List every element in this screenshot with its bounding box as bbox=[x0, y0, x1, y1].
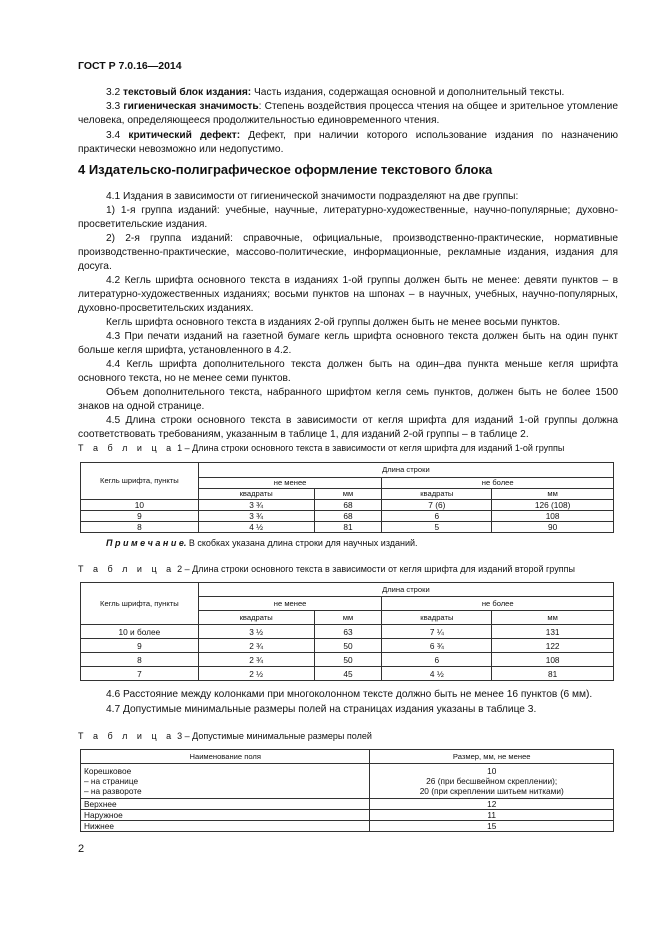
table-label: Т а б л и ц а bbox=[78, 443, 175, 453]
header-mm: мм bbox=[314, 489, 382, 500]
paragraph: 2) 2-я группа изданий: справочные, официальные, производственно-практические, нормативные производственно-практические, массово-политические, информационные, рекламные издания, издания для досуга. bbox=[78, 233, 618, 272]
table-cell: 2 ¾ bbox=[198, 639, 314, 653]
definition-number: 3.3 bbox=[106, 101, 121, 112]
definition-number: 3.2 bbox=[106, 87, 121, 98]
header-min: не менее bbox=[198, 597, 382, 611]
table-cell: 5 bbox=[382, 522, 492, 533]
table-cell: 7 bbox=[81, 667, 199, 681]
table-cell: 12 bbox=[370, 799, 614, 810]
table-cell: Наружное bbox=[81, 810, 370, 821]
table-row bbox=[81, 500, 614, 511]
table-cell: Верхнее bbox=[81, 799, 370, 810]
table-cell: 8 bbox=[81, 522, 199, 533]
header-squares: квадраты bbox=[382, 611, 492, 625]
table-cell: 90 bbox=[492, 522, 614, 533]
table-3 bbox=[80, 749, 614, 832]
standard-code: ГОСТ Р 7.0.16—2014 bbox=[78, 60, 182, 72]
field-value: 10 bbox=[487, 766, 497, 776]
header-kegl: Кегль шрифта, пункты bbox=[81, 463, 199, 500]
table-1 bbox=[80, 462, 614, 533]
table-cell: 50 bbox=[314, 639, 382, 653]
table-cell: 68 bbox=[314, 511, 382, 522]
table-cell bbox=[370, 764, 614, 799]
page-number: 2 bbox=[78, 843, 85, 855]
header-max: не более bbox=[382, 597, 614, 611]
paragraph: 4.2 Кегль шрифта основного текста в изданиях 1-ой группы должен быть не менее: девяти пунктов – в литературно-художественных изданиях; восьми пунктов на шпонах – в научных, учебных, научно-популярных, духовно-просветительских изданиях. bbox=[78, 275, 618, 314]
table-row bbox=[81, 625, 614, 639]
table-cell: 10 bbox=[81, 500, 199, 511]
table-cell: 3 ½ bbox=[198, 625, 314, 639]
definition-3-2 bbox=[78, 86, 618, 100]
paragraph: 4.4 Кегль шрифта дополнительного текста должен быть на один–два пункта меньше кегля шрифта основного текста, но не менее семи пунктов. bbox=[78, 359, 618, 384]
field-subname: – на странице bbox=[84, 776, 139, 786]
definition-term: критический дефект: bbox=[128, 130, 241, 141]
table-cell: 8 bbox=[81, 653, 199, 667]
field-name: Корешковое bbox=[84, 766, 132, 776]
table-cell: 50 bbox=[314, 653, 382, 667]
table-cell: 2 ¾ bbox=[198, 653, 314, 667]
table-cell: 122 bbox=[492, 639, 614, 653]
header-line-length: Длина строки bbox=[198, 463, 613, 478]
header-max: не более bbox=[382, 478, 614, 489]
header-size: Размер, мм, не менее bbox=[370, 750, 614, 764]
paragraph: Объем дополнительного текста, набранного шрифтом кегля семь пунктов, должен быть не более 1500 знаков на одной странице. bbox=[78, 387, 618, 412]
table-row bbox=[81, 639, 614, 653]
paragraphs-4-6-4-7 bbox=[78, 688, 618, 717]
header-squares: квадраты bbox=[382, 489, 492, 500]
note-label: П р и м е ч а н и е. bbox=[106, 538, 187, 548]
table-1-caption bbox=[78, 442, 618, 454]
note-text: В скобках указана длина строки для научных изданий. bbox=[186, 538, 418, 548]
definition-text: Дефект, при наличии которого использование издания по назначению практически невозможно или недопустимо. bbox=[78, 130, 618, 155]
table-row bbox=[81, 511, 614, 522]
paragraph: 1) 1-я группа изданий: учебные, научные, литературно-художественные, научно-популярные; духовно-просветительские издания. bbox=[78, 205, 618, 230]
table-2-caption bbox=[78, 563, 618, 575]
table-cell: 63 bbox=[314, 625, 382, 639]
field-value: 20 (при скреплении шитьем нитками) bbox=[419, 786, 564, 796]
definition-3-3 bbox=[78, 100, 618, 128]
header-line-length: Длина строки bbox=[198, 583, 613, 597]
table-cell: 81 bbox=[492, 667, 614, 681]
table-caption-text: 2 – Длина строки основного текста в зависимости от кегля шрифта для изданий второй группы bbox=[174, 564, 575, 574]
table-cell: 15 bbox=[370, 821, 614, 832]
definition-3-4 bbox=[78, 129, 618, 157]
header-mm: мм bbox=[492, 489, 614, 500]
table-cell: Нижнее bbox=[81, 821, 370, 832]
table-cell: 108 bbox=[492, 511, 614, 522]
table-cell: 7 ¼ bbox=[382, 625, 492, 639]
table-cell: 7 (6) bbox=[382, 500, 492, 511]
table-1-note bbox=[106, 537, 626, 549]
table-row bbox=[81, 522, 614, 533]
table-row bbox=[81, 667, 614, 681]
header-mm: мм bbox=[314, 611, 382, 625]
field-subname: – на развороте bbox=[84, 786, 142, 796]
header-min: не менее bbox=[198, 478, 382, 489]
table-label: Т а б л и ц а bbox=[78, 564, 175, 574]
table-cell: 45 bbox=[314, 667, 382, 681]
table-cell: 10 и более bbox=[81, 625, 199, 639]
table-cell: 3 ¾ bbox=[198, 511, 314, 522]
table-cell: 126 (108) bbox=[492, 500, 614, 511]
table-row bbox=[81, 810, 614, 821]
table-cell: 11 bbox=[370, 810, 614, 821]
header-squares: квадраты bbox=[198, 611, 314, 625]
field-value: 26 (при бесшвейном скреплении); bbox=[426, 776, 558, 786]
table-cell bbox=[81, 764, 370, 799]
header-squares: квадраты bbox=[198, 489, 314, 500]
paragraph: Кегль шрифта основного текста в изданиях 2-ой группы должен быть не менее восьми пунктов. bbox=[106, 317, 561, 328]
paragraph: 4.7 Допустимые минимальные размеры полей на страницах издания указаны в таблице 3. bbox=[106, 704, 537, 715]
table-label: Т а б л и ц а bbox=[78, 731, 175, 741]
table-caption-text: 3 – Допустимые минимальные размеры полей bbox=[174, 731, 372, 741]
table-cell: 2 ½ bbox=[198, 667, 314, 681]
table-row bbox=[81, 799, 614, 810]
table-cell: 6 ¾ bbox=[382, 639, 492, 653]
table-row bbox=[81, 821, 614, 832]
table-cell: 131 bbox=[492, 625, 614, 639]
header-kegl: Кегль шрифта, пункты bbox=[81, 583, 199, 625]
table-caption-text: 1 – Длина строки основного текста в зависимости от кегля шрифта для изданий 1-ой группы bbox=[174, 443, 565, 453]
definition-text: Часть издания, содержащая основной и дополнительный тексты. bbox=[251, 87, 565, 98]
section-title: 4 Издательско-полиграфическое оформление текстового блока bbox=[78, 162, 493, 177]
table-cell: 9 bbox=[81, 639, 199, 653]
table-cell: 4 ½ bbox=[382, 667, 492, 681]
paragraph: 4.3 При печати изданий на газетной бумаге кегль шрифта основного текста должен быть на один пункт больше кегля шрифта, установленного в 4.2. bbox=[78, 331, 618, 356]
table-cell: 108 bbox=[492, 653, 614, 667]
table-3-caption bbox=[78, 730, 618, 742]
header-field-name: Наименование поля bbox=[81, 750, 370, 764]
section-4 bbox=[78, 162, 618, 442]
table-cell: 3 ¾ bbox=[198, 500, 314, 511]
paragraph: 4.1 Издания в зависимости от гигиенической значимости подразделяют на две группы: bbox=[106, 191, 519, 202]
table-row bbox=[81, 653, 614, 667]
definitions bbox=[78, 86, 618, 157]
table-2 bbox=[80, 582, 614, 681]
table-cell: 6 bbox=[382, 511, 492, 522]
definition-term: гигиеническая значимость bbox=[123, 101, 259, 112]
header-mm: мм bbox=[492, 611, 614, 625]
table-cell: 4 ½ bbox=[198, 522, 314, 533]
paragraph: 4.5 Длина строки основного текста в зависимости от кегля шрифта для изданий 1-ой группы должна соответствовать требованиям, указанным в таблице 1, для изданий 2-ой группы – в таблице 2. bbox=[78, 415, 618, 440]
definition-text: : Степень воздействия процесса чтения на общее и зрительное утомление человека, определяющееся продолжительностью единовременного чтения. bbox=[78, 101, 618, 126]
definition-term: текстовый блок издания: bbox=[123, 87, 252, 98]
table-cell: 68 bbox=[314, 500, 382, 511]
table-cell: 6 bbox=[382, 653, 492, 667]
paragraph: 4.6 Расстояние между колонками при многоколонном тексте должно быть не менее 16 пунктов (6 мм). bbox=[106, 689, 593, 700]
table-cell: 81 bbox=[314, 522, 382, 533]
table-cell: 9 bbox=[81, 511, 199, 522]
definition-number: 3.4 bbox=[106, 130, 121, 141]
table-row bbox=[81, 764, 614, 799]
